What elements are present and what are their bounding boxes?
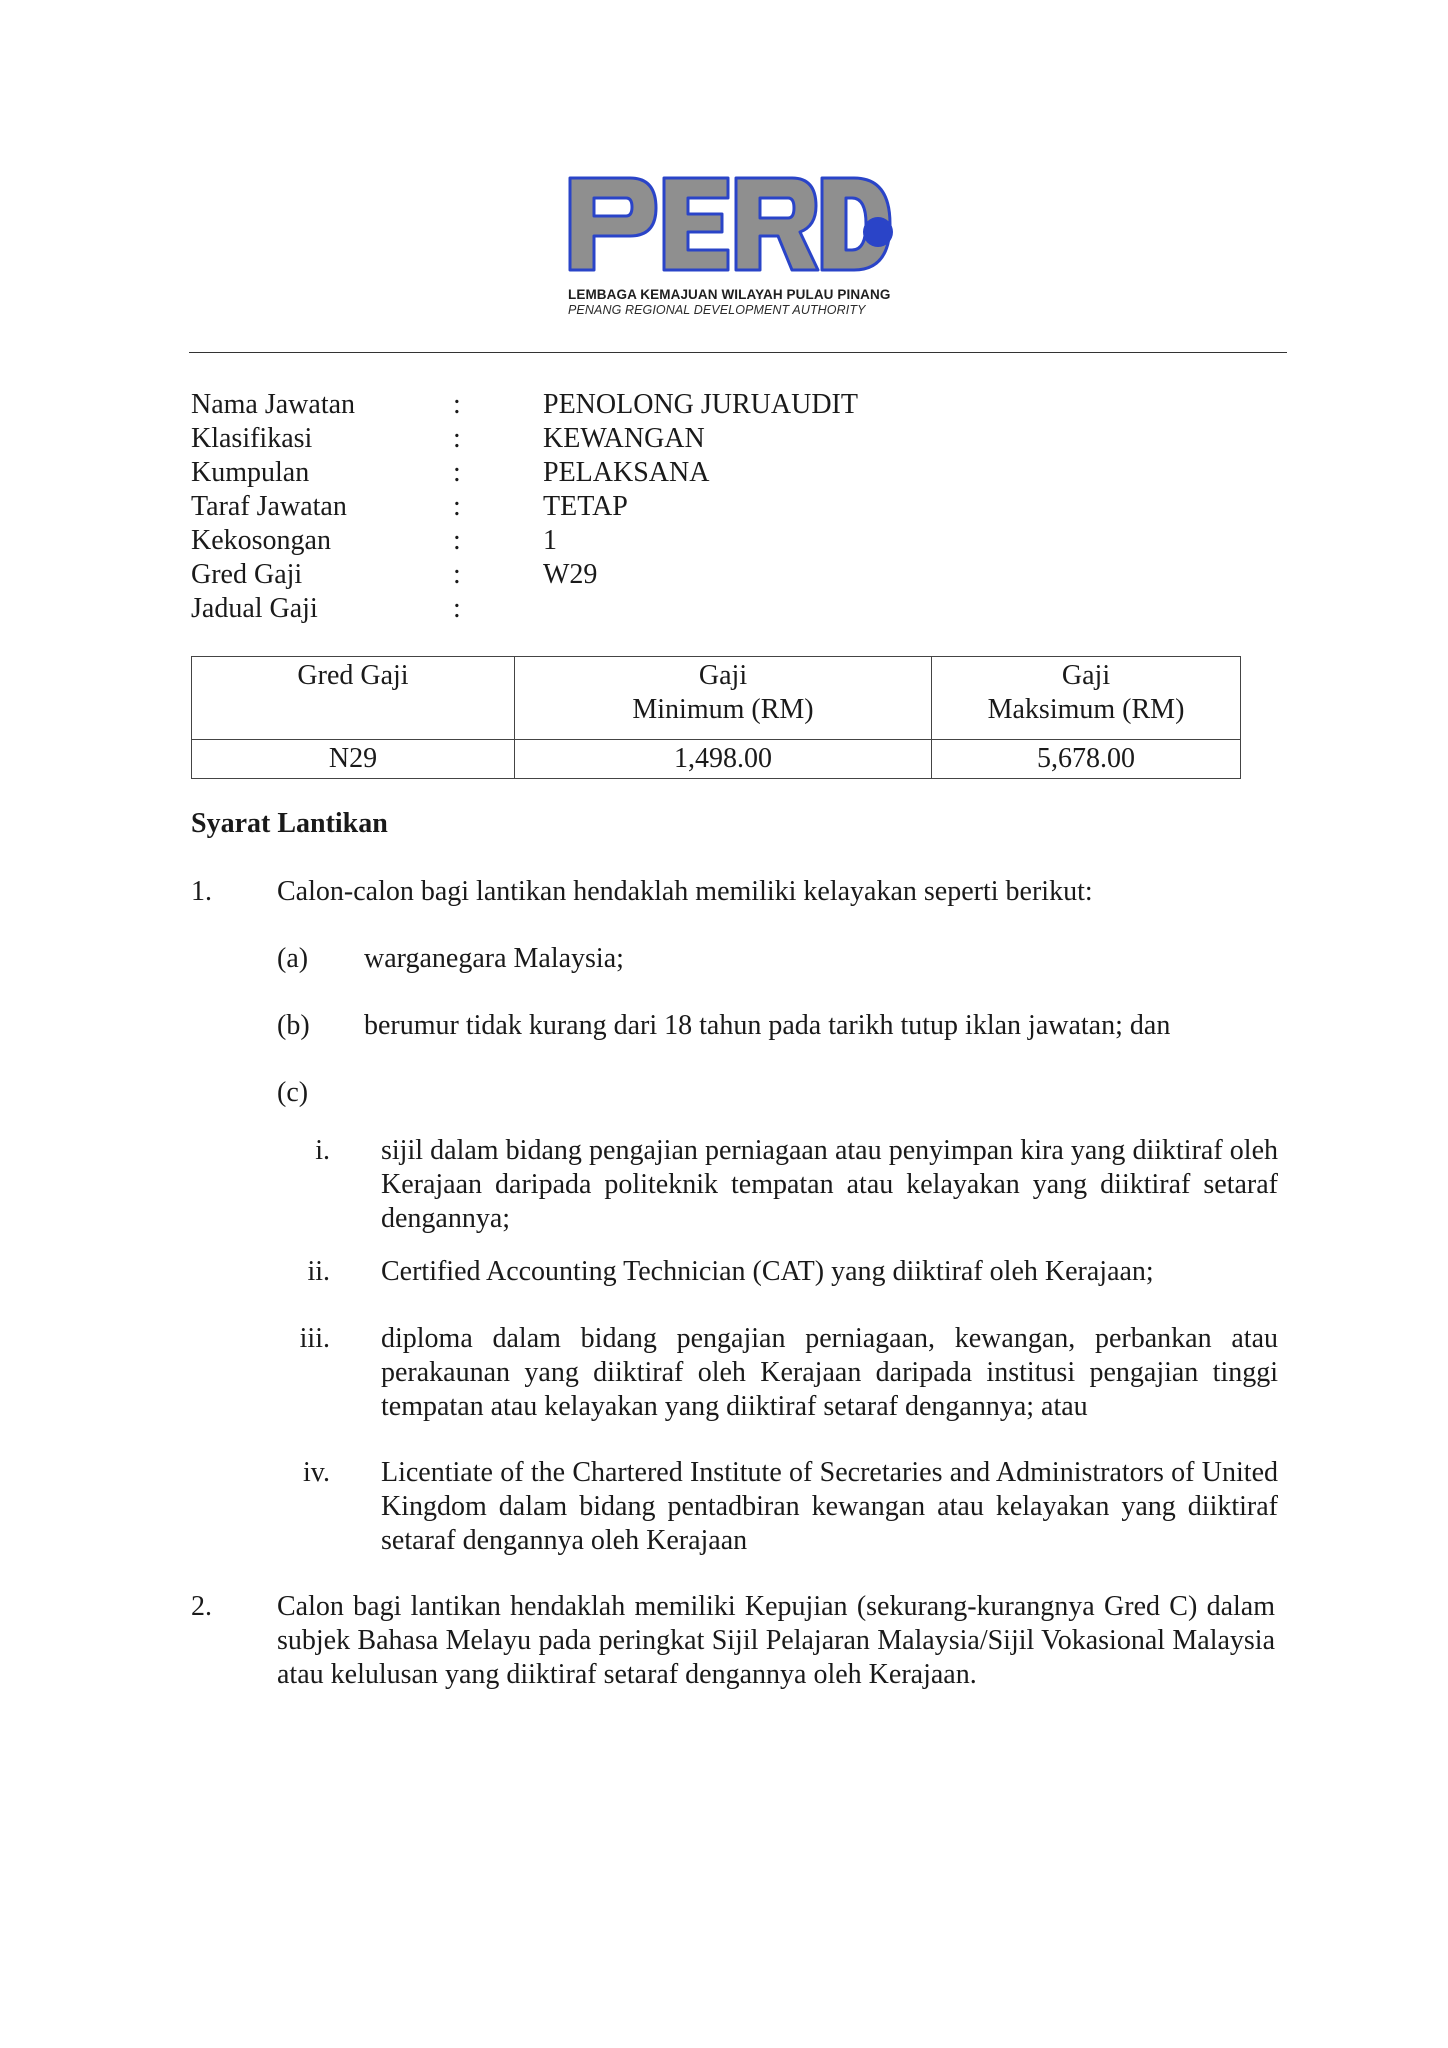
header-line: Minimum (RM) bbox=[632, 694, 814, 725]
table-header-row bbox=[192, 657, 1241, 740]
info-value: KEWANGAN bbox=[543, 423, 705, 454]
table-header-cell bbox=[515, 657, 932, 740]
section-heading: Syarat Lantikan bbox=[191, 808, 388, 839]
roman-label: iv. bbox=[303, 1457, 330, 1488]
item-number: 2. bbox=[191, 1591, 212, 1622]
table-cell-min-salary: 1,498.00 bbox=[515, 740, 932, 779]
header-line: Maksimum (RM) bbox=[987, 694, 1185, 725]
roman-label: ii. bbox=[307, 1256, 330, 1287]
item-number: 1. bbox=[191, 876, 212, 907]
info-colon: : bbox=[453, 559, 461, 590]
table-row bbox=[192, 740, 1241, 779]
info-label: Klasifikasi bbox=[191, 423, 313, 454]
salary-table bbox=[191, 656, 1241, 779]
info-label: Nama Jawatan bbox=[191, 389, 356, 420]
sub-item-text: berumur tidak kurang dari 18 tahun pada tarikh tutup iklan jawatan; dan bbox=[364, 1010, 1171, 1041]
header-line: Gaji bbox=[1061, 660, 1111, 691]
item-text: Calon-calon bagi lantikan hendaklah memiliki kelayakan seperti berikut: bbox=[277, 876, 1093, 907]
info-label: Jadual Gaji bbox=[191, 593, 318, 624]
roman-text: sijil dalam bidang pengajian perniagaan atau penyimpan kira yang diiktiraf oleh Kerajaan daripada politeknik tempatan atau kelayakan yang diiktiraf setaraf dengannya; bbox=[381, 1135, 1278, 1234]
roman-text: diploma dalam bidang pengajian perniagaan, kewangan, perbankan atau perakaunan yang diiktiraf oleh Kerajaan daripada institusi pengajian tinggi tempatan atau kelayakan yang diiktiraf setaraf dengannya; atau bbox=[381, 1323, 1278, 1422]
perda-logo bbox=[568, 170, 908, 320]
logo-org-name-english: PENANG REGIONAL DEVELOPMENT AUTHORITY bbox=[568, 303, 866, 317]
sub-item-label: (a) bbox=[277, 943, 309, 974]
info-value: TETAP bbox=[543, 491, 628, 522]
item-text: Calon bagi lantikan hendaklah memiliki Kepujian (sekurang-kurangnya Gred C) dalam subjek Bahasa Melayu pada peringkat Sijil Pelajaran Malaysia/Sijil Vokasional Malaysia atau kelulusan yang diiktiraf setaraf dengannya oleh Kerajaan. bbox=[277, 1591, 1275, 1690]
info-colon: : bbox=[453, 491, 461, 522]
table-cell-max-salary: 5,678.00 bbox=[932, 740, 1241, 779]
table-header-cell bbox=[192, 657, 515, 740]
info-value: 1 bbox=[543, 525, 557, 556]
info-label: Kumpulan bbox=[191, 457, 310, 488]
sub-item-label: (b) bbox=[277, 1010, 310, 1041]
info-label: Taraf Jawatan bbox=[191, 491, 347, 522]
roman-text: Certified Accounting Technician (CAT) yang diiktiraf oleh Kerajaan; bbox=[381, 1256, 1154, 1287]
table-cell-grade: N29 bbox=[192, 740, 515, 779]
info-colon: : bbox=[453, 525, 461, 556]
roman-label: i. bbox=[315, 1135, 330, 1166]
info-label: Gred Gaji bbox=[191, 559, 303, 590]
info-colon: : bbox=[453, 423, 461, 454]
sub-item-label: (c) bbox=[277, 1077, 309, 1108]
info-value: PELAKSANA bbox=[543, 457, 710, 488]
sub-item-text: warganegara Malaysia; bbox=[364, 943, 624, 974]
info-colon: : bbox=[453, 457, 461, 488]
header-line: Gred Gaji bbox=[297, 660, 409, 691]
header-line: Gaji bbox=[698, 660, 748, 691]
table-header-cell bbox=[932, 657, 1241, 740]
info-label: Kekosongan bbox=[191, 525, 331, 556]
roman-label: iii. bbox=[299, 1323, 330, 1354]
logo-org-name-malay: LEMBAGA KEMAJUAN WILAYAH PULAU PINANG bbox=[568, 287, 891, 302]
info-value: PENOLONG JURUAUDIT bbox=[543, 389, 858, 420]
info-value: W29 bbox=[543, 559, 598, 590]
info-colon: : bbox=[453, 593, 461, 624]
perda-wordmark bbox=[568, 170, 908, 285]
header-divider bbox=[189, 352, 1287, 353]
roman-text: Licentiate of the Chartered Institute of Secretaries and Administrators of United Kingdom dalam bidang pentadbiran kewangan atau kelayakan yang diiktiraf setaraf dengannya oleh Kerajaan bbox=[381, 1457, 1278, 1556]
info-colon: : bbox=[453, 389, 461, 420]
logo-dot bbox=[863, 217, 893, 247]
